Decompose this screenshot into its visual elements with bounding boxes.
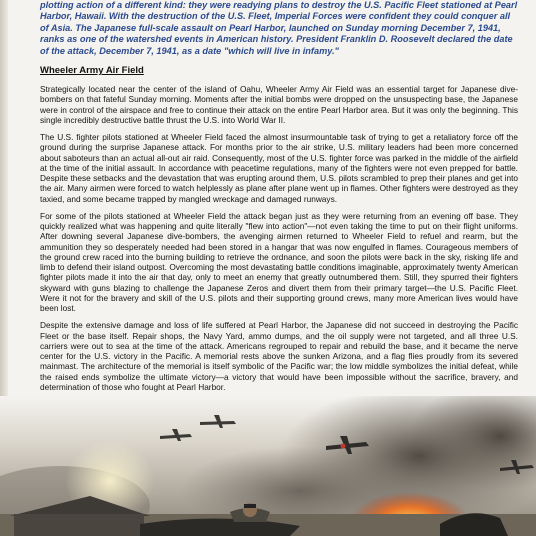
battle-scene-artwork xyxy=(0,396,536,536)
battle-illustration xyxy=(0,396,536,536)
body-paragraph-3: For some of the pilots stationed at Wheeler Field the attack began just as they were returning from an evening off base. They quickly realized what was happening and quite literally "flew into action"—not even taking the time to put on their flight uniforms. After downing several Japanese dive-bombers, the avenging airmen returned to Wheeler Field to refuel and rearm, but the ammunition they so desperately needed had been stored in a hangar that was now engulfed in flames. Courageous members of the ground crew raced into the burning building to retrieve the ordnance, and soon the pilots were back in the sky, risking life and limb to defend their island outpost. Overcoming the most devastating battle conditions imaginable, approximately twenty American fighter pilots made it into the air that day, only to meet an enemy that greatly outnumbered them. Still, they spurred their fighters skyward with guns blazing to challenge the Japanese Zeros and divert them from their primary target—the U.S. Pacific Fleet. Were it not for the bravery and skill of the U.S. pilots and their supporting ground crews, many more American lives would have been lost. xyxy=(40,210,518,314)
section-heading: Wheeler Army Air Field xyxy=(40,65,144,77)
body-paragraph-1: Strategically located near the center of the island of Oahu, Wheeler Army Air Field was an essential target for Japanese dive-bombers on that fateful Sunday morning. Moments after the initial bombs were dropped on the unsuspecting base, the Japanese were in control of the airspace and free to continue their attack on the entire Pearl Harbor area. But it was only the beginning. This single incredibly destructive battle thrust the U.S. into World War II. xyxy=(40,84,518,125)
intro-paragraph: plotting action of a different kind: they were readying plans to destroy the U.S. Pacific Fleet stationed at Pearl Harbor, Hawaii. With the destruction of the U.S. Fleet, Imperial Forces were confident they could conquer all of Asia. The Japanese full-scale assault on Pearl Harbor, launched on Sunday morning December 7, 1941, ranks as one of the watershed events in American history. President Franklin D. Roosevelt declared the date of the attack, December 7, 1941, as a date "which will live in infamy." xyxy=(40,0,518,56)
article-text xyxy=(40,0,518,392)
body-paragraph-4: Despite the extensive damage and loss of life suffered at Pearl Harbor, the Japanese did not succeed in destroying the Pacific Fleet or the base itself. Repair shops, the Navy Yard, ammo dumps, and the oil supply were not targeted, and all three U.S. carriers were out to sea at the time of the attack. Americans regrouped to repair and rebuild the base, and it became the nerve center for the U.S. victory in the Pacific. A memorial rests above the sunken Arizona, and a flag flies proudly from its severed mainmast. The architecture of the memorial is itself symbolic of the Pacific war; the low middle symbolizes the initial defeat, while the raised ends symbolize the ultimate victory—a victory that would have been impossible without the sacrifice, bravery, and determination of those who fought at Pearl Harbor. xyxy=(40,320,518,392)
body-paragraph-2: The U.S. fighter pilots stationed at Wheeler Field faced the almost insurmountable task of trying to get a retaliatory force off the ground during the surprise Japanese attack. For months prior to the air strike, U.S. military leaders had been more concerned about saboteurs than an actual all-out air raid. Consequently, most of the U.S. fighter force was parked in the middle of the airfield at the time of the initial assault. In accordance with peacetime regulations, many of the fighters were not even prepped for battle. Despite these setbacks and the devastation that was erupting around them, U.S. pilots scrambled to prep their planes and get into the air. Many airmen were forced to watch helplessly as plane after plane went up in flames. Other fighters were destroyed as they taxied, and some became trapped by mangled wreckage and damaged runways. xyxy=(40,132,518,204)
